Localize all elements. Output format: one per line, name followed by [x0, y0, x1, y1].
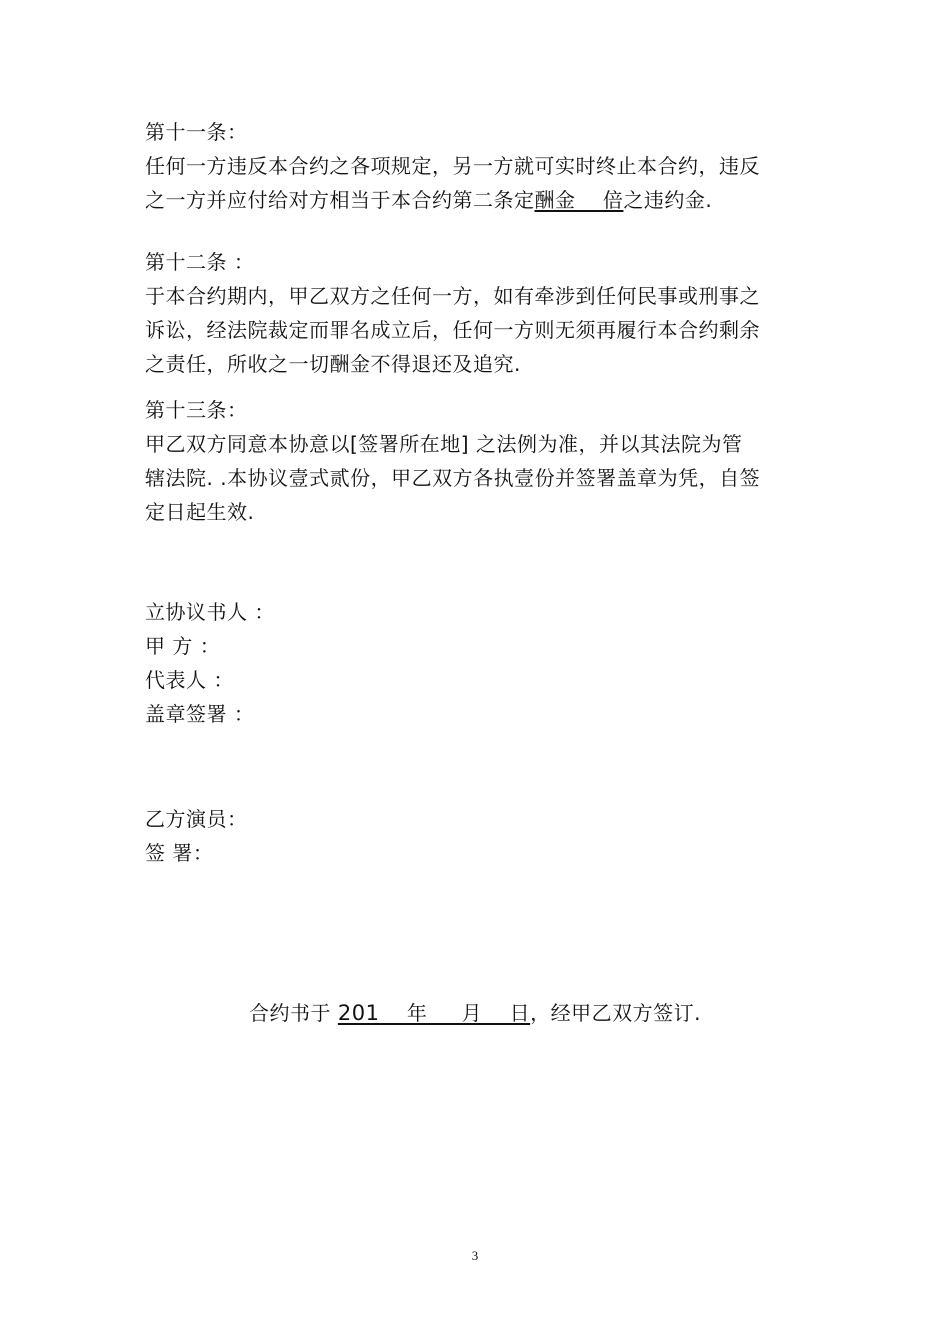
- article-12-heading: 第十二条 ：: [145, 250, 255, 274]
- contract-date-line: [0, 996, 950, 1030]
- party-b-signature-block: [145, 802, 815, 870]
- article-13-line-2: 辖法院. .本协议壹式贰份，甲乙双方各执壹份并签署盖章为凭，自签: [145, 466, 761, 490]
- article-11-line-1: 任何一方违反本合约之各项规定，另一方就可实时终止本合约，违反: [145, 154, 760, 178]
- party-a-signature-block: [145, 595, 815, 731]
- page-number: 3: [471, 1248, 479, 1263]
- seal-signature-label: 盖章签署 ：: [145, 702, 255, 726]
- representative-label: 代表人 ：: [145, 668, 234, 692]
- article-13-line-3: 定日起生效.: [145, 500, 255, 524]
- article-12: [145, 245, 815, 381]
- date-line-pre: 合约书于: [249, 1001, 338, 1025]
- article-11-line-2: [145, 183, 815, 217]
- performer-label: 乙方演员：: [145, 807, 248, 831]
- fee-multiple-blank: 酬金 倍: [534, 188, 624, 212]
- article-11-line-2-pre: 之一方并应付给对方相当于本合约第二条定: [145, 188, 535, 212]
- article-13-heading: 第十三条：: [145, 398, 248, 422]
- article-12-line-3: 之责任，所收之一切酬金不得退还及追究.: [145, 352, 521, 376]
- article-11-heading: 第十一条：: [145, 120, 248, 144]
- article-12-line-2: 诉讼，经法院裁定而罪名成立后，任何一方则无须再履行本合约剩余: [145, 318, 760, 342]
- article-12-line-1: 于本合约期内，甲乙双方之任何一方，如有牵涉到任何民事或刑事之: [145, 284, 760, 308]
- article-11: [145, 115, 815, 217]
- party-a-label: 甲 方 ：: [145, 634, 221, 658]
- date-year-prefix: 201: [337, 1001, 380, 1025]
- date-blank-rest: 年 月 日: [379, 1001, 531, 1025]
- article-13: [145, 393, 815, 529]
- article-13-line-1: 甲乙双方同意本协意以[签署所在地] 之法例为准，并以其法院为管: [145, 432, 743, 456]
- date-line-post: ，经甲乙双方签订.: [530, 1001, 701, 1025]
- signatory-label: 立协议书人 ：: [145, 600, 275, 624]
- article-11-line-2-post: 之违约金.: [623, 188, 713, 212]
- date-blank: [338, 1001, 530, 1025]
- party-b-signature-label: 签 署：: [145, 841, 214, 865]
